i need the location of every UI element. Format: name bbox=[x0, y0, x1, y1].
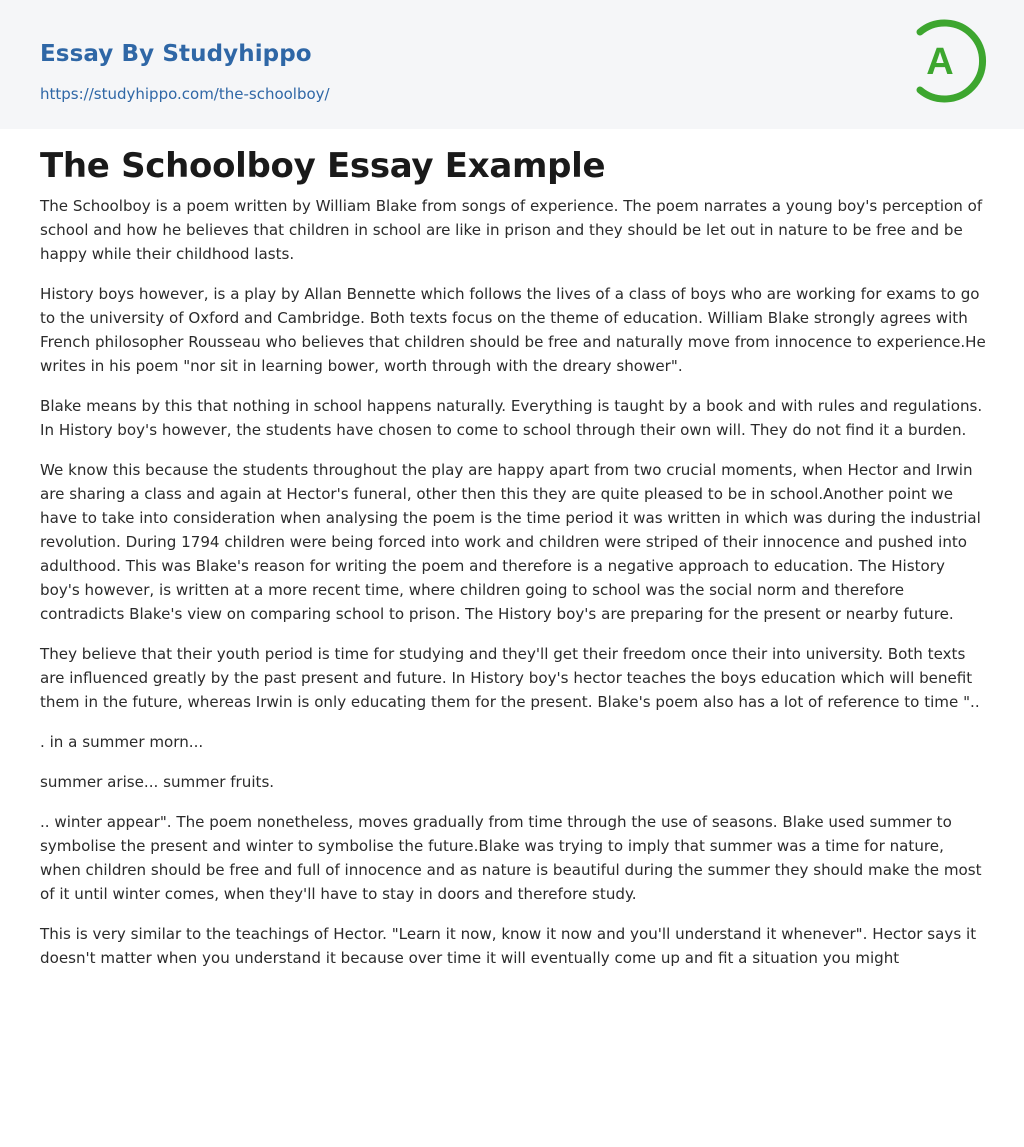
page-title: The Schoolboy Essay Example bbox=[40, 146, 606, 186]
article-paragraph: History boys however, is a play by Allan Bennette which follows the lives of a class of boys who are working for exams to go to the university of Oxford and Cambridge. Both texts focus on the theme of education. William Blake strongly agrees with French philosopher Rousseau who believes that children should be free and naturally move from innocence to experience.He writes in his poem "nor sit in learning bower, worth through with the dreary shower". bbox=[40, 285, 986, 375]
logo-letter: A bbox=[926, 41, 954, 83]
source-url-link[interactable]: https://studyhippo.com/the-schoolboy/ bbox=[40, 85, 330, 103]
article-paragraph: They believe that their youth period is time for studying and they'll get their freedom once their into university. Both texts are influenced greatly by the past present and future. In History boy's hector teaches the boys education which will benefit them in the future, whereas Irwin is only educating them for the present. Blake's poem also has a lot of reference to time ".. bbox=[40, 645, 980, 711]
article-paragraph: .. winter appear". The poem nonetheless, moves gradually from time through the use of seasons. Blake used summer to symbolise the present and winter to symbolise the future.Blake was trying to imply that summer was a time for nature, when children should be free and full of innocence and as nature is beautiful during the summer they should make the most of it until winter comes, when they'll have to stay in doors and therefore study. bbox=[40, 813, 982, 903]
site-brand[interactable]: Essay By Studyhippo bbox=[40, 41, 312, 67]
article-paragraph: Blake means by this that nothing in school happens naturally. Everything is taught by a book and with rules and regulations. In History boy's however, the students have chosen to come to school through their own will. They do not find it a burden. bbox=[40, 397, 983, 439]
article-paragraph: This is very similar to the teachings of Hector. "Learn it now, know it now and you'll understand it whenever". Hector says it doesn't matter when you understand it because over time it will eventually come up and fit a situation you might bbox=[40, 925, 977, 967]
article-paragraph: The Schoolboy is a poem written by William Blake from songs of experience. The poem narrates a young boy's perception of school and how he believes that children in school are like in prison and they should be let out in nature to be free and be happy while their childhood lasts. bbox=[40, 197, 983, 263]
page-header bbox=[0, 0, 1024, 129]
article-paragraph: We know this because the students throughout the play are happy apart from two crucial moments, when Hector and Irwin are sharing a class and again at Hector's funeral, other then this they are quite pleased to be in school.Another point we have to take into consideration when analysing the poem is the time period it was written in which was during the industrial revolution. During 1794 children were being forced into work and children were striped of their innocence and pushed into adulthood. This was Blake's reason for writing the poem and therefore is a negative approach to education. The History boy's however, is written at a more recent time, where children going to school was the social norm and therefore contradicts Blake's view on comparing school to prison. The History boy's are preparing for the present or nearby future. bbox=[40, 461, 981, 623]
article-body bbox=[40, 194, 986, 986]
article-paragraph: summer arise... summer fruits. bbox=[40, 773, 275, 791]
letter-a-circle-icon[interactable] bbox=[910, 18, 990, 106]
article-paragraph: . in a summer morn... bbox=[40, 733, 204, 751]
